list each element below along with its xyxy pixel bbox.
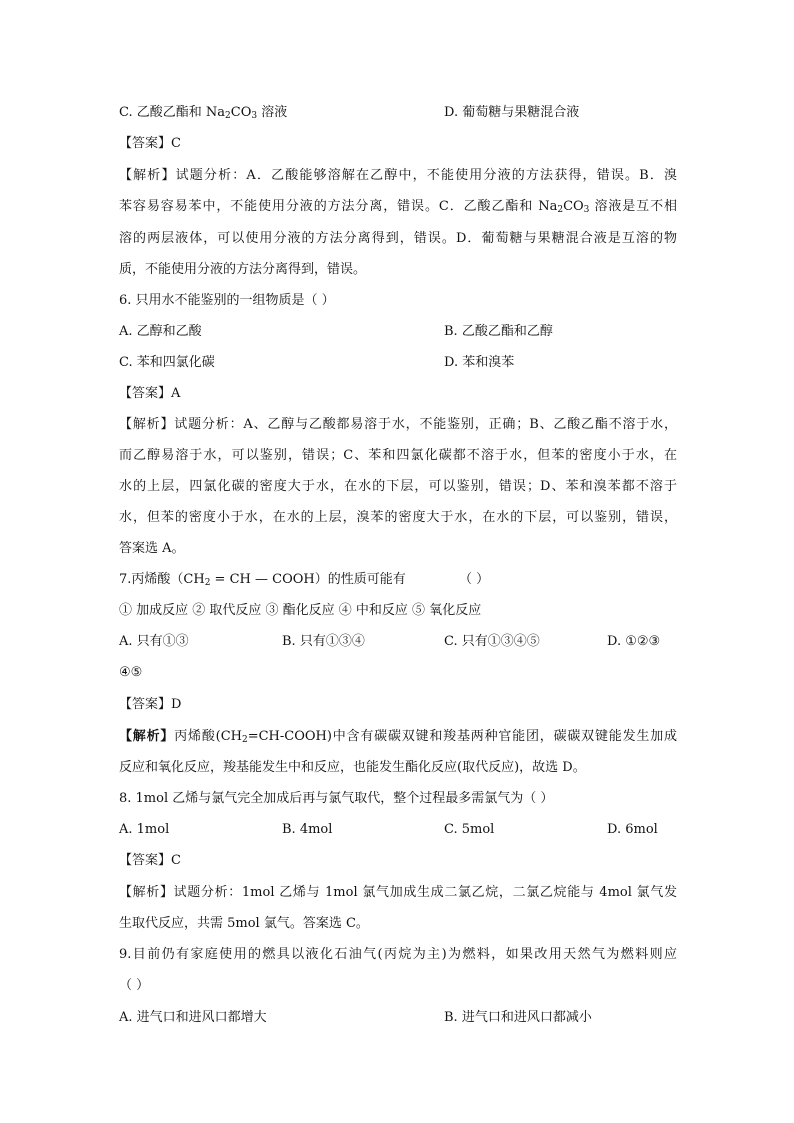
q6-stem: 6. 只用水不能鉴别的一组物质是（ ） [119,293,335,308]
q7-option-c: C. 只有①③④⑤ [444,634,540,649]
q9-option-a: A. 进气口和进风口都增大 [119,1010,267,1025]
q6-answer: 【答案】A [119,386,181,401]
q6-analysis-line-5: 答案选 A。 [119,541,185,556]
q8-analysis-line-1: 【解析】试题分析：1mol 乙烯与 1mol 氯气加成生成二氯乙烷，二氯乙烷能与 4mol 氯气发 [119,885,677,900]
q6-option-b: B. 乙酸乙酯和乙醇 [444,324,553,339]
q9-option-b: B. 进气口和进风口都减小 [444,1010,592,1025]
q9-stem-paren: （ ） [119,978,150,993]
q6-option-a: A. 乙醇和乙酸 [119,324,202,339]
q7-option-d: D. ①②③ [607,634,661,649]
q5-analysis-line-3: 溶的两层液体，可以使用分液的方法分离得到，错误。D．葡萄糖与果糖混合液是互溶的物 [119,231,677,246]
q5-option-d: D. 葡萄糖与果糖混合液 [444,105,580,120]
q6-analysis-line-1: 【解析】试题分析：A、乙醇与乙酸都易溶于水，不能鉴别，正确；B、乙酸乙酯不溶于水， [119,417,677,432]
q6-option-c: C. 苯和四氯化碳 [119,355,215,370]
q8-stem: 8. 1mol 乙烯与氯气完全加成后再与氯气取代，整个过程最多需氯气为（ ） [119,791,554,806]
q7-stem: 7.丙烯酸（$CH_2$ = CH — COOH）的性质可能有 [119,572,406,588]
q6-analysis-line-2: 而乙醇易溶于水，可以鉴别，错误；C、苯和四氯化碳都不溶于水，但苯的密度小于水，在 [119,448,677,463]
q7-option-b: B. 只有①③④ [282,634,365,649]
q6-analysis-line-4: 水，但苯的密度小于水，在水的上层，溴苯的密度大于水，在水的下层，可以鉴别，错误， [119,510,677,525]
q8-option-a: A. 1mol [119,822,170,837]
q6-analysis-line-3: 水的上层，四氯化碳的密度大于水，在水的下层，可以鉴别，错误；D、苯和溴苯都不溶于 [119,479,677,494]
q6-option-d: D. 苯和溴苯 [444,355,515,370]
q8-option-b: B. 4mol [282,822,333,837]
q7-option-d-continued: ④⑤ [119,665,143,680]
q5-option-c: C. 乙酸乙酯和 $Na_2CO_3$ 溶液 [119,105,288,121]
q5-analysis-line-2: 苯容易容易苯中，不能使用分液的方法分离，错误。C．乙酸乙酯和 $Na_2CO_3$ 溶液是互不相 [119,199,677,215]
q5-answer: 【答案】C [119,136,181,151]
q7-analysis-line-2: 反应和氧化反应，羧基能发生中和反应，也能发生酯化反应(取代反应)，故选 D。 [119,760,586,775]
q9-stem: 9.目前仍有家庭使用的燃具以液化石油气(丙烷为主)为燃料，如果改用天然气为燃料则应 [119,947,677,962]
q8-option-d: D. 6mol [607,822,658,837]
q7-stem-paren: （ ） [459,572,490,587]
q5-analysis-line-4: 质，不能使用分液的方法分离得到，错误。 [119,262,367,277]
q8-analysis-line-2: 生取代反应，共需 5mol 氯气。答案选 C。 [119,916,369,931]
q8-answer: 【答案】C [119,853,181,868]
q7-reaction-list: ① 加成反应 ② 取代反应 ③ 酯化反应 ④ 中和反应 ⑤ 氧化反应 [119,603,482,618]
q7-answer: 【答案】D [119,697,182,712]
q8-option-c: C. 5mol [444,822,495,837]
q7-analysis-line-1: 【解析】丙烯酸$(CH_2=CH-COOH)$中含有碳碳双键和羧基两种官能团，碳碳双键能发生加成 [119,729,677,745]
q5-analysis-line-1: 【解析】试题分析：A．乙酸能够溶解在乙醇中，不能使用分液的方法获得，错误。B．溴 [119,168,677,183]
q7-option-a: A. 只有①③ [119,634,189,649]
